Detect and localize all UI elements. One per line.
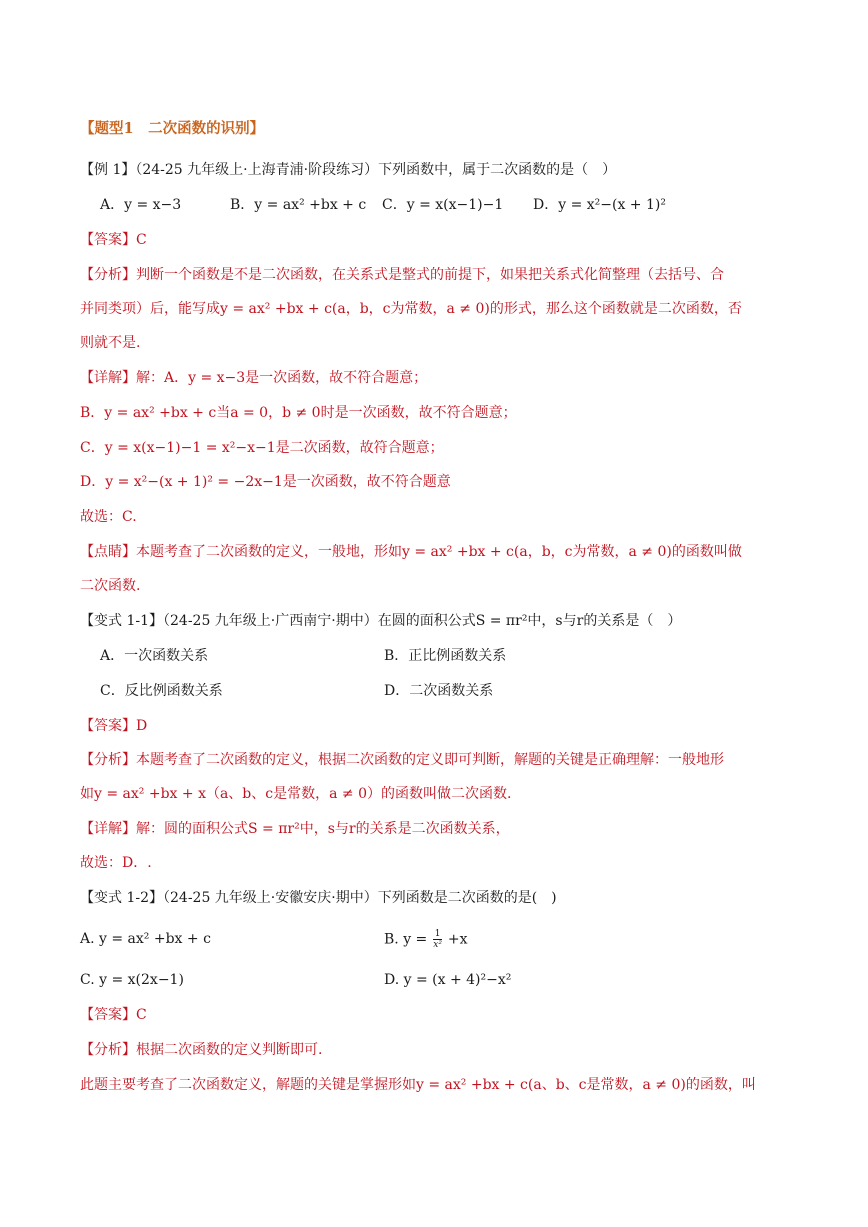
variant-1-2-option-c: C. y = x(2x−1) (80, 972, 184, 988)
example-1-detail-line-4: D．y = x²−(x + 1)² = −2x−1是一次函数，故不符合题意 (80, 474, 451, 490)
variant-1-2-analysis-line-2: 此题主要考查了二次函数定义，解题的关键是掌握形如y = ax² +bx + c(a、b、c是常数，a ≠ 0)的函数，叫 (80, 1077, 756, 1093)
variant-1-2-analysis-line-1: 【分析】根据二次函数的定义判断即可. (80, 1042, 323, 1058)
example-1-comment-line-2: 二次函数. (80, 578, 141, 594)
detail-label: 【详解】 (80, 370, 136, 386)
variant-1-2-option-d: D. y = (x + 4)²−x² (384, 972, 512, 988)
answer-label: 【答案】 (80, 232, 136, 248)
answer-value: C (136, 232, 147, 248)
variant-1-1-analysis-line-2: 如y = ax² +bx + x（a、b、c是常数，a ≠ 0）的函数叫做二次函数. (80, 786, 512, 802)
variant-1-1-detail-line-1: 【详解】解：圆的面积公式S = πr²中，s与r的关系是二次函数关系， (80, 821, 510, 837)
fraction: $\frac{1}{\text{x²}}$ (433, 929, 442, 950)
variant-1-1-option-b: B．正比例函数关系 (384, 648, 507, 664)
variant-1-2-question: 【变式 1-2】（24-25 九年级上·安徽安庆·期中）下列函数是二次函数的是( ) (80, 890, 557, 906)
example-1-option-b: B．y = ax² +bx + c (230, 197, 367, 213)
example-1-detail-line-3: C．y = x(x−1)−1 = x²−x−1是二次函数，故符合题意； (80, 440, 444, 456)
variant-1-1-answer: 【答案】D (80, 718, 148, 734)
variant-1-1-label: 【变式 1-1】 (80, 613, 163, 629)
example-1-detail-line-2: B．y = ax² +bx + c当a = 0，b ≠ 0时是一次函数，故不符合题意； (80, 405, 517, 421)
variant-1-2-label: 【变式 1-2】 (80, 890, 163, 906)
variant-1-2-option-a: A. y = ax² +bx + c (80, 931, 211, 947)
example-1-text: （24-25 九年级上·上海青浦·阶段练习）下列函数中，属于二次函数的是（ ） (135, 162, 617, 178)
example-1-detail-line-1: 【详解】解：A．y = x−3是一次函数，故不符合题意； (80, 370, 428, 386)
variant-1-2-option-b: B. y = $\frac{1}{\text{x²}}$ +x (384, 929, 468, 950)
variant-1-1-analysis-line-1: 【分析】本题考查了二次函数的定义，根据二次函数的定义即可判断，解题的关键是正确理解：一般地形 (80, 752, 724, 768)
variant-1-2-answer: 【答案】C (80, 1007, 147, 1023)
example-1-question (80, 160, 616, 180)
example-1-label: 【例 1】 (80, 162, 136, 178)
variant-1-1-option-c: C．反比例函数关系 (100, 683, 223, 699)
section-title: 【题型1 二次函数的识别】 (80, 120, 265, 137)
analysis-label: 【分析】 (80, 267, 136, 283)
comment-label: 【点睛】 (80, 544, 136, 560)
example-1-analysis-line-2: 并同类项）后，能写成y = ax² +bx + c(a，b，c为常数，a ≠ 0)的形式，那么这个函数就是二次函数，否 (80, 301, 742, 317)
example-1-comment-line-1: 【点睛】本题考查了二次函数的定义，一般地，形如y = ax² +bx + c(a，b，c为常数，a ≠ 0)的函数叫做 (80, 544, 742, 560)
variant-1-1-question: 【变式 1-1】（24-25 九年级上·广西南宁·期中）在圆的面积公式S = πr²中，s与r的关系是（ ） (80, 613, 682, 629)
example-1-choice: 故选：C. (80, 509, 137, 525)
example-1-option-a: A．y = x−3 (100, 197, 182, 213)
variant-1-1-choice: 故选：D．. (80, 855, 152, 871)
example-1-option-c: C．y = x(x−1)−1 (382, 197, 504, 213)
variant-1-1-option-a: A．一次函数关系 (100, 648, 209, 664)
variant-1-1-option-d: D．二次函数关系 (384, 683, 494, 699)
example-1-option-d: D．y = x²−(x + 1)² (533, 197, 666, 213)
example-1-analysis-line-3: 则就不是. (80, 335, 141, 351)
example-1-answer (80, 230, 147, 250)
example-1-analysis-line-1: 【分析】判断一个函数是不是二次函数，在关系式是整式的前提下，如果把关系式化简整理（去括号、合 (80, 267, 724, 283)
